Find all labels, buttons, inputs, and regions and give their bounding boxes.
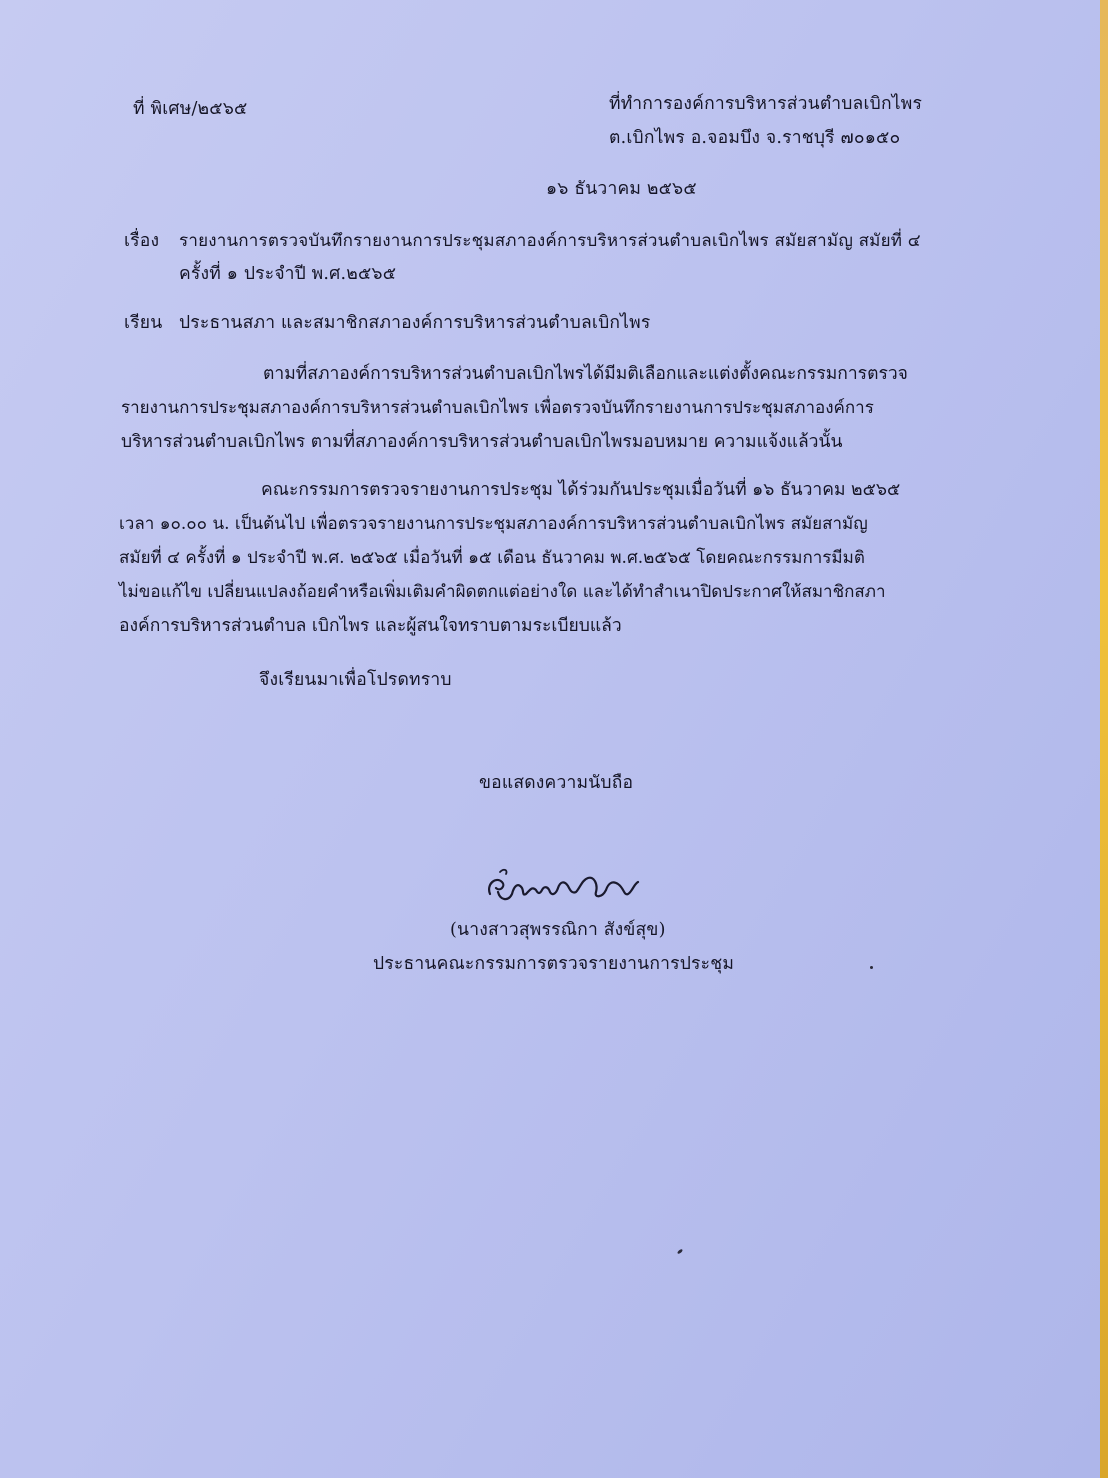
paper-edge-strip [1100, 0, 1108, 1478]
recipient-label: เรียน [124, 313, 163, 333]
reference-number: ที่ พิเศษ/๒๕๖๕ [133, 99, 248, 119]
paragraph-1 [121, 357, 908, 459]
paragraph-2-line: ไม่ขอแก้ไข เปลี่ยนแปลงถ้อยคำหรือเพิ่มเติมคำผิดตกแต่อย่างใด และได้ทำสำเนาปิดประกาศให้สมาชิกสภา [119, 582, 886, 602]
paragraph-2-line: คณะกรรมการตรวจรายงานการประชุม ได้ร่วมกันประชุมเมื่อวันที่ ๑๖ ธันวาคม ๒๕๖๕ [261, 480, 901, 500]
letter-date: ๑๖ ธันวาคม ๒๕๖๕ [546, 179, 697, 199]
signer-name: (นางสาวสุพรรณิกา สังข์สุข) [450, 920, 666, 940]
closing-request: จึงเรียนมาเพื่อโปรดทราบ [259, 670, 452, 690]
subject-label: เรื่อง [124, 231, 160, 251]
paper-speck [677, 1248, 684, 1254]
subject-text-line-2: ครั้งที่ ๑ ประจำปี พ.ศ.๒๕๖๕ [179, 264, 397, 284]
sender-address-line-1: ที่ทำการองค์การบริหารส่วนตำบลเบิกไพร [609, 94, 923, 114]
paragraph-2-line: องค์การบริหารส่วนตำบล เบิกไพร และผู้สนใจทราบตามระเบียบแล้ว [119, 616, 622, 636]
handwritten-signature [478, 864, 648, 910]
paragraph-2 [119, 473, 900, 643]
closing-salutation: ขอแสดงความนับถือ [479, 773, 634, 793]
paper-speck [870, 966, 873, 969]
paragraph-1-line: ตามที่สภาองค์การบริหารส่วนตำบลเบิกไพรได้มีมติเลือกและแต่งตั้งคณะกรรมการตรวจ [263, 364, 908, 384]
signer-position: ประธานคณะกรรมการตรวจรายงานการประชุม [373, 954, 735, 974]
paragraph-1-line: บริหารส่วนตำบลเบิกไพร ตามที่สภาองค์การบริหารส่วนตำบลเบิกไพรมอบหมาย ความแจ้งแล้วนั้น [121, 432, 843, 452]
paragraph-1-line: รายงานการประชุมสภาองค์การบริหารส่วนตำบลเบิกไพร เพื่อตรวจบันทึกรายงานการประชุมสภาองค์การ [121, 398, 874, 418]
recipient-text: ประธานสภา และสมาชิกสภาองค์การบริหารส่วนตำบลเบิกไพร [179, 313, 651, 333]
sender-address-line-2: ต.เบิกไพร อ.จอมบึง จ.ราชบุรี ๗๐๑๕๐ [609, 128, 901, 148]
subject-text-line-1: รายงานการตรวจบันทึกรายงานการประชุมสภาองค์การบริหารส่วนตำบลเบิกไพร สมัยสามัญ สมัยที่ ๔ [179, 231, 921, 251]
paragraph-2-line: เวลา ๑๐.๐๐ น. เป็นต้นไป เพื่อตรวจรายงานการประชุมสภาองค์การบริหารส่วนตำบลเบิกไพร สมัยสามัญ [119, 514, 868, 534]
paragraph-2-line: สมัยที่ ๔ ครั้งที่ ๑ ประจำปี พ.ศ. ๒๕๖๕ เมื่อวันที่ ๑๕ เดือน ธันวาคม พ.ศ.๒๕๖๕ โดยคณะกรรมการมีมติ [119, 548, 865, 568]
